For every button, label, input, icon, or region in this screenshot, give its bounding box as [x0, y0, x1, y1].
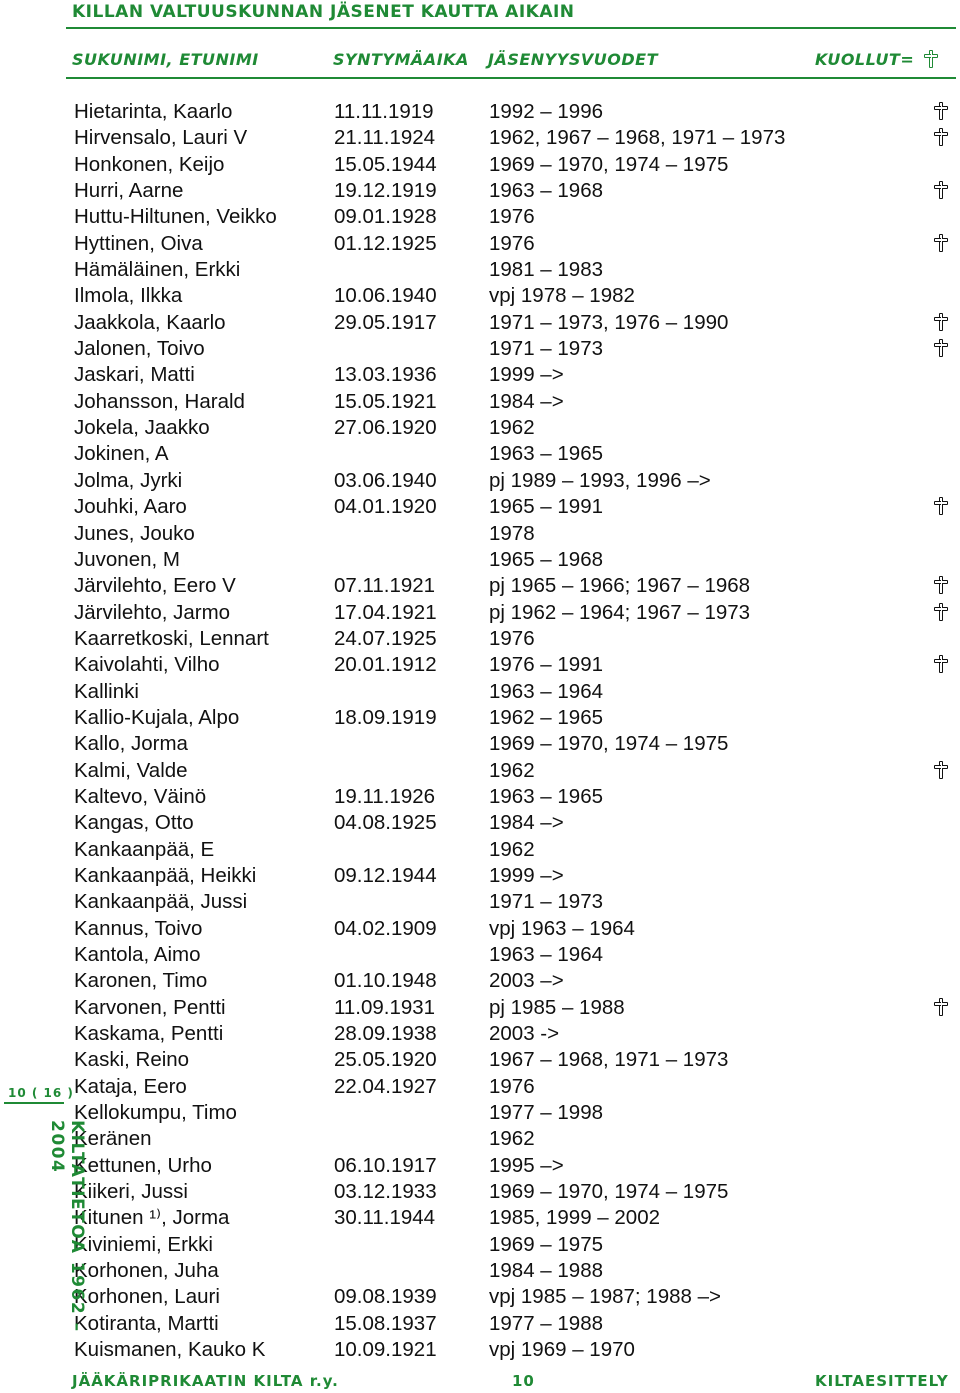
table-row	[74, 916, 950, 942]
member-years: 1971 – 1973	[489, 890, 604, 914]
deceased-cross-icon	[934, 102, 948, 120]
member-years: 1963 – 1965	[489, 784, 604, 808]
deceased-cross-icon	[934, 339, 948, 357]
table-row	[74, 810, 950, 836]
side-page-line	[4, 1102, 64, 1104]
member-years: 1984 –>	[489, 389, 564, 413]
member-years: 1969 – 1970, 1974 – 1975	[489, 1180, 729, 1204]
member-name: Kiikeri, Jussi	[74, 1180, 188, 1204]
member-years: 1985, 1999 – 2002	[489, 1206, 660, 1230]
member-years: 2003 –>	[489, 969, 564, 993]
member-years: 1981 – 1983	[489, 258, 604, 282]
header-deceased-label: KUOLLUT=	[815, 50, 915, 69]
member-years: 1977 – 1988	[489, 1311, 604, 1335]
member-years: 1963 – 1964	[489, 943, 604, 966]
member-years: vpj 1969 – 1970	[489, 1338, 635, 1362]
member-name: Kallinki	[74, 679, 139, 703]
member-years: vpj 1985 – 1987; 1988 –>	[489, 1285, 721, 1309]
table-row	[74, 573, 950, 599]
member-name: Juvonen, M	[74, 547, 180, 571]
member-name: Kataja, Eero	[74, 1074, 187, 1098]
member-years: 1976	[489, 231, 535, 255]
member-years: 1963 – 1965	[489, 442, 604, 466]
table-row	[74, 600, 950, 626]
member-name: Korhonen, Lauri	[74, 1285, 220, 1309]
member-name: Kankaanpää, E	[74, 837, 215, 861]
header-deceased	[815, 50, 938, 69]
member-birthdate: 04.01.1920	[334, 495, 437, 519]
member-name: Kankaanpää, Heikki	[74, 863, 257, 887]
table-row	[74, 731, 950, 757]
header-years: JÄSENYYSVUODET	[488, 50, 658, 69]
member-years: pj 1965 – 1966; 1967 – 1968	[489, 574, 751, 598]
member-years: 1963 – 1964	[489, 679, 604, 703]
table-row	[74, 283, 950, 309]
member-years: 1969 – 1970, 1974 – 1975	[489, 152, 729, 176]
member-name: Keränen	[74, 1127, 152, 1151]
deceased-cross-icon	[934, 998, 948, 1016]
member-birthdate: 03.12.1933	[334, 1180, 437, 1204]
member-name: Jaakkola, Kaarlo	[74, 310, 226, 334]
header-divider	[66, 77, 956, 79]
member-birthdate: 04.08.1925	[334, 811, 437, 835]
member-years: 1962, 1967 – 1968, 1971 – 1973	[489, 126, 786, 150]
member-name: Kaltevo, Väinö	[74, 784, 207, 808]
table-row	[74, 547, 950, 573]
member-name: Järvilehto, Jarmo	[74, 600, 231, 624]
member-years: 1969 – 1970, 1974 – 1975	[489, 732, 729, 756]
deceased-cross-icon	[934, 603, 948, 621]
member-birthdate: 01.12.1925	[334, 231, 437, 255]
member-name: Kannus, Toivo	[74, 916, 203, 940]
table-row	[74, 1100, 950, 1126]
table-row	[74, 679, 950, 705]
table-row	[74, 310, 950, 336]
member-birthdate: 30.11.1944	[334, 1206, 436, 1230]
table-row	[74, 705, 950, 731]
member-birthdate: 19.11.1926	[334, 784, 436, 808]
member-birthdate: 13.03.1936	[334, 363, 437, 387]
member-years: 1976	[489, 205, 535, 229]
member-years: 1965 – 1991	[489, 495, 604, 519]
member-name: Kellokumpu, Timo	[74, 1101, 237, 1125]
deceased-cross-icon	[934, 234, 948, 252]
table-row	[74, 204, 950, 230]
table-row	[74, 1258, 950, 1284]
member-years: pj 1989 – 1993, 1996 –>	[489, 468, 711, 492]
member-birthdate: 06.10.1917	[334, 1153, 437, 1177]
member-years: 1984 – 1988	[489, 1259, 604, 1283]
table-row	[74, 784, 950, 810]
table-row	[74, 652, 950, 678]
deceased-cross-icon	[934, 181, 948, 199]
member-name: Honkonen, Keijo	[74, 152, 225, 176]
cross-icon	[924, 50, 938, 68]
member-birthdate: 09.01.1928	[334, 205, 437, 229]
member-birthdate: 27.06.1920	[334, 416, 437, 440]
member-name: Kettunen, Urho	[74, 1153, 212, 1177]
member-birthdate: 03.06.1940	[334, 468, 437, 492]
table-row	[74, 1232, 950, 1258]
member-name: Kaski, Reino	[74, 1048, 190, 1072]
member-birthdate: 17.04.1921	[334, 600, 437, 624]
table-row	[74, 362, 950, 388]
member-name: Kitunen ¹⁾, Jorma	[74, 1206, 230, 1230]
member-name: Ilmola, Ilkka	[74, 284, 183, 308]
member-name: Kallio-Kujala, Alpo	[74, 705, 240, 729]
member-birthdate: 15.08.1937	[334, 1311, 437, 1335]
table-row	[74, 389, 950, 415]
table-row	[74, 758, 950, 784]
header-birth: SYNTYMÄAIKA	[333, 50, 469, 69]
member-years: 1995 –>	[489, 1153, 564, 1177]
member-name: Jokinen, A	[74, 442, 169, 466]
member-years: 1962 – 1965	[489, 705, 604, 729]
page-title: KILLAN VALTUUSKUNNAN JÄSENET KAUTTA AIKAIN	[72, 2, 575, 22]
member-years: 1969 – 1975	[489, 1232, 604, 1256]
member-birthdate: 28.09.1938	[334, 1022, 437, 1046]
member-birthdate: 11.11.1919	[334, 100, 434, 123]
title-divider	[66, 27, 956, 29]
table-row	[74, 626, 950, 652]
member-years: 1962	[489, 837, 535, 861]
member-birthdate: 10.09.1921	[334, 1338, 437, 1362]
member-birthdate: 04.02.1909	[334, 916, 437, 940]
table-row	[74, 1126, 950, 1152]
deceased-cross-icon	[934, 497, 948, 515]
member-name: Jaskari, Matti	[74, 363, 195, 387]
member-name: Huttu-Hiltunen, Veikko	[74, 205, 277, 229]
member-birthdate: 07.11.1921	[334, 574, 436, 598]
footer-publisher: JÄÄKÄRIPRIKAATIN KILTA r.y.	[72, 1372, 339, 1390]
member-birthdate: 22.04.1927	[334, 1074, 437, 1098]
member-name: Kiviniemi, Erkki	[74, 1232, 213, 1256]
member-name: Korhonen, Juha	[74, 1259, 219, 1283]
member-birthdate: 15.05.1944	[334, 152, 437, 176]
table-row	[74, 1179, 950, 1205]
member-years: pj 1962 – 1964; 1967 – 1973	[489, 600, 751, 624]
member-birthdate: 10.06.1940	[334, 284, 437, 308]
member-name: Kallo, Jorma	[74, 732, 188, 756]
member-name: Kuismanen, Kauko K	[74, 1338, 266, 1362]
footer-page-number: 10	[512, 1372, 535, 1390]
member-birthdate: 21.11.1924	[334, 126, 436, 150]
table-row	[74, 468, 950, 494]
member-name: Johansson, Harald	[74, 389, 245, 413]
table-row	[74, 995, 950, 1021]
table-row	[74, 152, 950, 178]
table-row	[74, 521, 950, 547]
table-row	[74, 863, 950, 889]
deceased-cross-icon	[934, 313, 948, 331]
member-years: 1962	[489, 758, 535, 782]
side-page-marker: 10 ( 16 )	[8, 1086, 74, 1100]
member-birthdate: 25.05.1920	[334, 1048, 437, 1072]
member-name: Jolma, Jyrki	[74, 468, 183, 492]
member-years: 1999 –>	[489, 863, 564, 887]
table-row	[74, 968, 950, 994]
member-years: vpj 1978 – 1982	[489, 284, 635, 308]
member-years: vpj 1963 – 1964	[489, 916, 635, 940]
member-name: Karonen, Timo	[74, 969, 208, 993]
member-name: Hietarinta, Kaarlo	[74, 100, 233, 123]
member-years: 1992 – 1996	[489, 100, 604, 123]
member-birthdate: 18.09.1919	[334, 705, 437, 729]
member-name: Jalonen, Toivo	[74, 337, 205, 361]
member-years: 1971 – 1973, 1976 – 1990	[489, 310, 729, 334]
member-name: Kankaanpää, Jussi	[74, 890, 248, 914]
member-birthdate: 15.05.1921	[334, 389, 437, 413]
member-name: Jokela, Jaakko	[74, 416, 210, 440]
table-row	[74, 178, 950, 204]
member-years: 1976	[489, 626, 535, 650]
member-name: Kaivolahti, Vilho	[74, 653, 220, 677]
deceased-cross-icon	[934, 655, 948, 673]
header-name: SUKUNIMI, ETUNIMI	[72, 50, 259, 69]
table-row	[74, 125, 950, 151]
member-name: Kantola, Aimo	[74, 943, 201, 966]
member-years: 2003 ->	[489, 1022, 560, 1046]
table-row	[74, 1153, 950, 1179]
table-row	[74, 942, 950, 968]
side-vertical-title: KILTATIETOA 1962 – 2004	[47, 1120, 87, 1333]
member-name: Hurri, Aarne	[74, 179, 184, 203]
table-row	[74, 1284, 950, 1310]
member-birthdate: 01.10.1948	[334, 969, 437, 993]
table-row	[74, 1047, 950, 1073]
members-table	[74, 99, 950, 1364]
member-birthdate: 09.08.1939	[334, 1285, 437, 1309]
table-row	[74, 1337, 950, 1363]
member-name: Kalmi, Valde	[74, 758, 188, 782]
member-name: Kaskama, Pentti	[74, 1022, 224, 1046]
deceased-cross-icon	[934, 576, 948, 594]
table-row	[74, 889, 950, 915]
table-row	[74, 257, 950, 283]
member-name: Karvonen, Pentti	[74, 995, 226, 1019]
member-birthdate: 11.09.1931	[334, 995, 436, 1019]
deceased-cross-icon	[934, 128, 948, 146]
member-name: Järvilehto, Eero V	[74, 574, 236, 598]
member-birthdate: 29.05.1917	[334, 310, 437, 334]
table-row	[74, 231, 950, 257]
member-years: 1963 – 1968	[489, 179, 604, 203]
table-row	[74, 837, 950, 863]
member-years: 1976	[489, 1074, 535, 1098]
member-name: Junes, Jouko	[74, 521, 195, 545]
member-years: 1976 – 1991	[489, 653, 604, 677]
member-years: 1965 – 1968	[489, 547, 604, 571]
member-name: Kangas, Otto	[74, 811, 194, 835]
member-birthdate: 19.12.1919	[334, 179, 437, 203]
table-row	[74, 336, 950, 362]
table-row	[74, 1205, 950, 1231]
table-row	[74, 441, 950, 467]
member-years: 1962	[489, 416, 535, 440]
member-birthdate: 24.07.1925	[334, 626, 437, 650]
member-name: Hyttinen, Oiva	[74, 231, 203, 255]
table-row	[74, 1074, 950, 1100]
member-name: Kotiranta, Martti	[74, 1311, 219, 1335]
member-years: 1984 –>	[489, 811, 564, 835]
deceased-cross-icon	[934, 761, 948, 779]
table-row	[74, 415, 950, 441]
member-name: Jouhki, Aaro	[74, 495, 187, 519]
table-row	[74, 99, 950, 125]
member-years: 1999 –>	[489, 363, 564, 387]
member-years: pj 1985 – 1988	[489, 995, 625, 1019]
member-years: 1967 – 1968, 1971 – 1973	[489, 1048, 729, 1072]
member-years: 1978	[489, 521, 535, 545]
footer-section: KILTAESITTELY	[815, 1372, 949, 1390]
table-row	[74, 494, 950, 520]
member-name: Hämäläinen, Erkki	[74, 258, 241, 282]
table-row	[74, 1311, 950, 1337]
member-name: Hirvensalo, Lauri V	[74, 126, 248, 150]
table-row	[74, 1021, 950, 1047]
member-name: Kaarretkoski, Lennart	[74, 626, 269, 650]
member-years: 1977 – 1998	[489, 1101, 604, 1125]
member-years: 1962	[489, 1127, 535, 1151]
member-birthdate: 20.01.1912	[334, 653, 437, 677]
member-birthdate: 09.12.1944	[334, 863, 437, 887]
member-years: 1971 – 1973	[489, 337, 604, 361]
